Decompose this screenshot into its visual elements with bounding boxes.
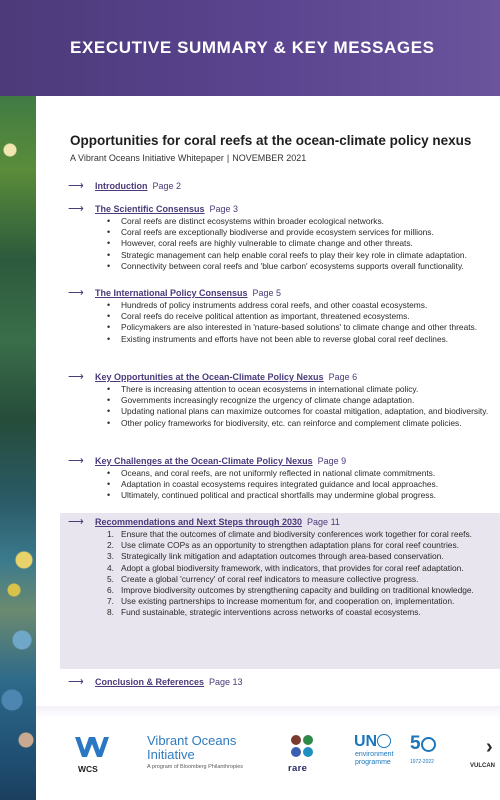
coral-reef-photo xyxy=(0,0,36,800)
item-text: Improve biodiversity outcomes by strengthening capacity and building on traditional knowledge. xyxy=(121,585,474,596)
item-number: 8. xyxy=(107,607,114,618)
vo-line1: Vibrant Oceans xyxy=(147,733,237,748)
page-ref: Page 6 xyxy=(328,372,358,382)
numbered-list xyxy=(107,529,500,619)
separator: | xyxy=(226,153,230,163)
bullet-list xyxy=(107,468,500,502)
unep-logo xyxy=(354,733,444,777)
arrow-right-icon: ⟶ xyxy=(68,516,84,528)
unep-text xyxy=(355,751,394,766)
list-item: • Hundreds of policy instruments address coral reefs, and other coastal ecosystems. xyxy=(107,300,500,311)
item-number: 2. xyxy=(107,540,114,551)
item-text: Create a global 'currency' of coral reef indicators to measure collective progress. xyxy=(121,573,419,584)
list-item xyxy=(107,551,500,562)
arrow-right-icon: ⟶ xyxy=(68,676,84,688)
list-item: • However, coral reefs are highly vulnerable to climate change and other threats. xyxy=(107,238,500,249)
item-text: Use climate COPs as an opportunity to strengthen adaptation plans for coral reef countries. xyxy=(121,540,459,551)
vulcan-label: VULCAN xyxy=(470,763,495,769)
page-ref: Page 3 xyxy=(209,204,239,214)
years-label: 1972-2022 xyxy=(410,759,434,765)
wcs-logo xyxy=(74,735,110,775)
list-item xyxy=(107,529,500,540)
link-key-opportunities[interactable]: Key Opportunities at the Ocean-Climate Policy Nexus xyxy=(95,372,324,382)
item-text: Use existing partnerships to increase momentum for, and cooperation on, implementation. xyxy=(121,596,455,607)
fifty-ring-icon xyxy=(421,737,436,752)
link-scientific-consensus[interactable]: The Scientific Consensus xyxy=(95,204,205,214)
document-subtitle xyxy=(70,153,306,163)
section-policy-consensus xyxy=(68,287,500,345)
list-item: • Ultimately, continued political and practical shortfalls may undermine global progress. xyxy=(107,490,500,501)
section-recommendations xyxy=(68,516,500,619)
item-number: 3. xyxy=(107,551,114,562)
list-item: • Adaptation in coastal ecosystems requires integrated guidance and local approaches. xyxy=(107,479,500,490)
page-ref: Page 5 xyxy=(252,288,282,298)
list-item xyxy=(107,585,500,596)
list-item: • Updating national plans can maximize outcomes for coastal mitigation, adaptation, and biodiversity. xyxy=(107,406,500,417)
link-key-challenges[interactable]: Key Challenges at the Ocean-Climate Policy Nexus xyxy=(95,456,313,466)
list-item: • Governments increasingly recognize the urgency of climate change adaptation. xyxy=(107,395,500,406)
wcs-w-icon xyxy=(74,735,110,759)
unep-line2: programme xyxy=(355,758,391,766)
un-globe-icon xyxy=(377,734,391,748)
list-item xyxy=(107,574,500,585)
fifty-label: 5 xyxy=(410,733,421,754)
bullet-list xyxy=(107,300,500,345)
section-introduction xyxy=(68,180,500,192)
link-recommendations[interactable]: Recommendations and Next Steps through 2030 xyxy=(95,517,303,527)
arrow-right-icon: ⟶ xyxy=(68,287,84,299)
list-item: • Coral reefs are distinct ecosystems within broader ecological networks. xyxy=(107,216,500,227)
list-item: • There is increasing attention to ocean ecosystems in international climate policy. xyxy=(107,384,500,395)
rare-mark-icon xyxy=(284,733,320,761)
document-title: Opportunities for coral reefs at the ocean-climate policy nexus xyxy=(70,133,472,148)
rare-label: rare xyxy=(288,763,308,774)
section-conclusion xyxy=(68,676,500,688)
vibrant-oceans-logo xyxy=(147,734,257,770)
arrow-right-icon: ⟶ xyxy=(68,455,84,467)
bullet-list xyxy=(107,216,500,272)
arrow-right-icon: ⟶ xyxy=(68,203,84,215)
bullet-list xyxy=(107,384,500,429)
page-ref: Page 13 xyxy=(209,677,243,687)
list-item xyxy=(107,540,500,551)
list-item: • Oceans, and coral reefs, are not uniformly reflected in national climate commitments. xyxy=(107,468,500,479)
item-text: Ensure that the outcomes of climate and biodiversity conferences work together for coral reefs. xyxy=(121,529,472,539)
vo-tagline: A program of Bloomberg Philanthropies xyxy=(147,764,243,770)
page-heading: EXECUTIVE SUMMARY & KEY MESSAGES xyxy=(70,38,435,57)
item-number: 4. xyxy=(107,562,114,573)
item-text: Adopt a global biodiversity framework, with indicators, that provides for coral reef adaptation. xyxy=(121,562,464,573)
header-banner xyxy=(0,0,500,96)
list-item xyxy=(107,596,500,607)
rare-logo xyxy=(284,733,320,777)
arrow-right-icon: ⟶ xyxy=(68,180,84,192)
page-ref: Page 2 xyxy=(152,181,182,191)
subtitle-text: A Vibrant Oceans Initiative Whitepaper xyxy=(70,153,224,163)
item-text: Fund sustainable, strategic interventions across networks of coastal ecosystems. xyxy=(121,607,421,618)
link-policy-consensus[interactable]: The International Policy Consensus xyxy=(95,288,248,298)
vulcan-chevron-icon: › xyxy=(486,736,493,758)
link-conclusion[interactable]: Conclusion & References xyxy=(95,677,205,687)
list-item: • Coral reefs are exceptionally biodiverse and provide ecosystem services for millions. xyxy=(107,227,500,238)
list-item: • Other policy frameworks for biodiversity, etc. can reinforce and complement climate policies. xyxy=(107,418,500,429)
item-number: 1. xyxy=(107,529,114,539)
wcs-label: WCS xyxy=(78,764,98,774)
item-text: Strategically link mitigation and adaptation outcomes through area-based conservation. xyxy=(121,551,444,562)
footer-divider xyxy=(36,706,500,718)
page-ref: Page 9 xyxy=(317,456,347,466)
item-number: 5. xyxy=(107,573,114,584)
list-item: • Existing instruments and efforts have not been able to reverse global coral reef declines. xyxy=(107,334,500,345)
un-label: UN xyxy=(354,733,378,750)
arrow-right-icon: ⟶ xyxy=(68,371,84,383)
page-ref: Page 11 xyxy=(307,517,340,527)
list-item: • Policymakers are also interested in 'nature-based solutions' to climate change and other threats. xyxy=(107,322,500,333)
section-key-challenges xyxy=(68,455,500,502)
subtitle-date: NOVEMBER 2021 xyxy=(232,153,307,163)
list-item: • Coral reefs do receive political attention as important, threatened ecosystems. xyxy=(107,311,500,322)
list-item: • Connectivity between coral reefs and 'blue carbon' ecosystems supports overall functionality. xyxy=(107,261,500,272)
list-item: • Strategic management can help enable coral reefs to play their key role in climate adaptation. xyxy=(107,250,500,261)
section-scientific-consensus xyxy=(68,203,500,272)
item-number: 6. xyxy=(107,585,114,596)
section-key-opportunities xyxy=(68,371,500,429)
link-introduction[interactable]: Introduction xyxy=(95,181,148,191)
vo-line2: Initiative xyxy=(147,747,195,762)
item-number: 7. xyxy=(107,596,114,607)
list-item xyxy=(107,563,500,574)
list-item xyxy=(107,607,500,618)
unep-line1: environment xyxy=(355,751,394,758)
vulcan-logo xyxy=(470,736,500,776)
